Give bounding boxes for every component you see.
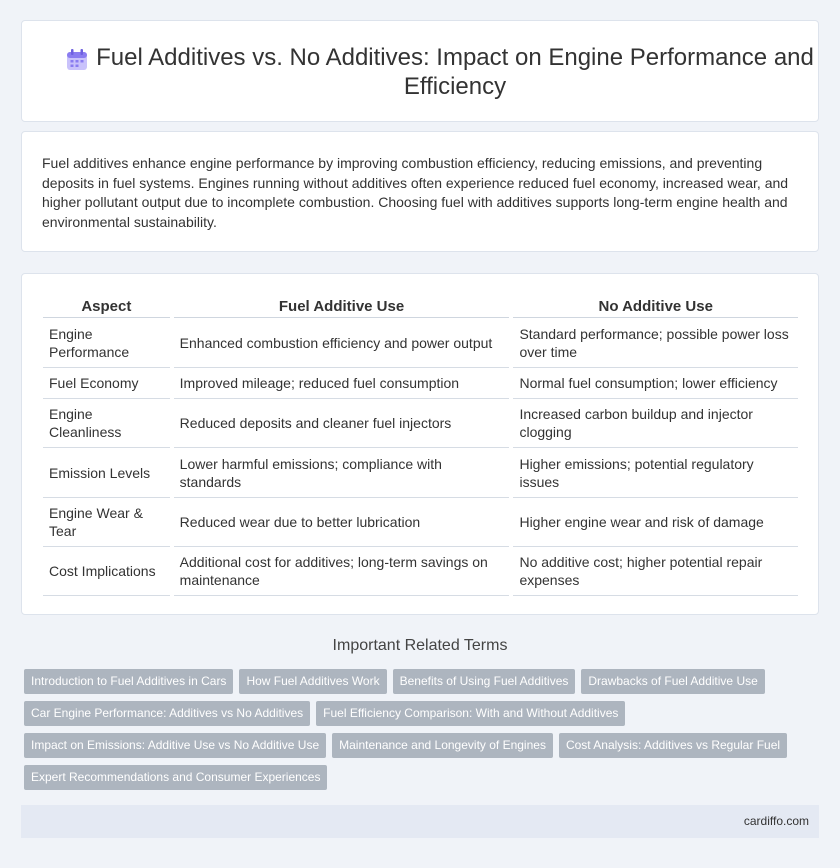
related-terms-title: Important Related Terms <box>332 637 508 654</box>
tag-row <box>24 669 804 701</box>
cell-aspect: Engine Wear & Tear <box>43 498 170 547</box>
cell-aspect: Fuel Economy <box>43 368 170 399</box>
header-aspect: Aspect <box>43 296 170 318</box>
tag-link[interactable]: Expert Recommendations and Consumer Experiences <box>24 765 327 790</box>
tag-link[interactable]: Introduction to Fuel Additives in Cars <box>24 669 233 694</box>
table-row <box>43 318 798 368</box>
cell-additive: Reduced wear due to better lubrication <box>174 498 510 547</box>
page-title <box>22 43 818 101</box>
tag-link[interactable]: Impact on Emissions: Additive Use vs No Additive Use <box>24 733 326 758</box>
tag-link[interactable]: Cost Analysis: Additives vs Regular Fuel <box>559 733 787 758</box>
tag-row <box>24 701 804 733</box>
cell-no-additive: Standard performance; possible power loss over time <box>513 318 798 368</box>
related-terms-tags <box>24 669 804 797</box>
table-row <box>43 547 798 596</box>
cell-no-additive: Normal fuel consumption; lower efficiency <box>513 368 798 399</box>
tag-row <box>24 765 804 797</box>
comparison-table <box>43 296 798 596</box>
tag-link[interactable]: Car Engine Performance: Additives vs No Additives <box>24 701 310 726</box>
cell-no-additive: Higher engine wear and risk of damage <box>513 498 798 547</box>
table-row <box>43 399 798 448</box>
tag-link[interactable]: Drawbacks of Fuel Additive Use <box>581 669 764 694</box>
tag-link[interactable]: Fuel Efficiency Comparison: With and Without Additives <box>316 701 625 726</box>
footer-site-link[interactable]: cardiffo.com <box>743 814 809 828</box>
cell-additive: Reduced deposits and cleaner fuel injectors <box>174 399 510 448</box>
cell-aspect: Engine Performance <box>43 318 170 368</box>
cell-aspect: Emission Levels <box>43 448 170 498</box>
intro-paragraph: Fuel additives enhance engine performance by improving combustion efficiency, reducing emissions, and preventing deposits in fuel systems. Engines running without additives often experience reduced fuel economy, increased wear, and higher pollutant output due to incomplete combustion. Choosing fuel with additives supports long-term engine health and environmental sustainability. <box>42 155 789 230</box>
cell-no-additive: No additive cost; higher potential repair expenses <box>513 547 798 596</box>
cell-additive: Improved mileage; reduced fuel consumption <box>174 368 510 399</box>
header-no-additive-use: No Additive Use <box>513 296 798 318</box>
page-title-text: Fuel Additives vs. No Additives: Impact on Engine Performance and Efficiency <box>96 44 814 100</box>
header-card <box>21 20 819 122</box>
cell-no-additive: Higher emissions; potential regulatory issues <box>513 448 798 498</box>
tag-link[interactable]: Benefits of Using Fuel Additives <box>393 669 576 694</box>
tag-row <box>24 733 804 765</box>
tag-link[interactable]: Maintenance and Longevity of Engines <box>332 733 553 758</box>
table-row <box>43 448 798 498</box>
cell-additive: Additional cost for additives; long-term savings on maintenance <box>174 547 510 596</box>
footer <box>21 805 819 838</box>
cell-additive: Enhanced combustion efficiency and power output <box>174 318 510 368</box>
table-header-row <box>43 296 798 318</box>
cell-additive: Lower harmful emissions; compliance with standards <box>174 448 510 498</box>
table-row <box>43 498 798 547</box>
comparison-card <box>21 273 819 615</box>
intro-card <box>21 131 819 252</box>
cell-no-additive: Increased carbon buildup and injector clogging <box>513 399 798 448</box>
cell-aspect: Engine Cleanliness <box>43 399 170 448</box>
cell-aspect: Cost Implications <box>43 547 170 596</box>
table-row <box>43 368 798 399</box>
header-fuel-additive-use: Fuel Additive Use <box>174 296 510 318</box>
tag-link[interactable]: How Fuel Additives Work <box>239 669 386 694</box>
